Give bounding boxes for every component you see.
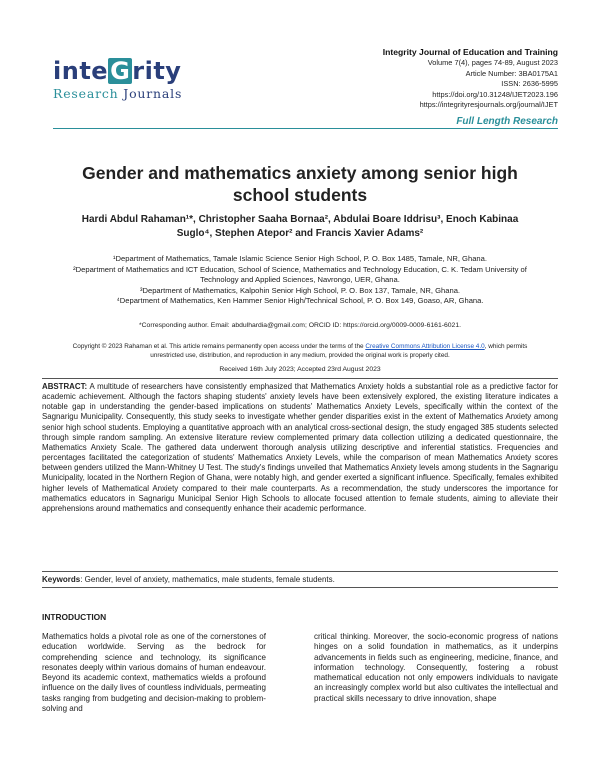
journal-issn: ISSN: 2636-5995 <box>501 79 558 89</box>
article-type-label: Full Length Research <box>456 116 558 127</box>
journal-volume: Volume 7(4), pages 74-89, August 2023 <box>427 58 558 67</box>
author-list: Hardi Abdul Rahaman¹*, Christopher Saaha Bornaa², Abdulai Boare Iddrisu³, Enoch Kabinaa Suglo⁴, Stephen Atepor² and Francis Xavier Adams² <box>81 214 519 239</box>
license-link[interactable]: Creative Commons Attribution License 4.0 <box>365 343 485 350</box>
keywords-divider <box>42 587 558 588</box>
keywords-text: : Gender, level of anxiety, mathematics, male students, female students. <box>80 575 335 584</box>
affiliation-1: ¹Department of Mathematics, Tamale Islamic Science Senior High School, P. O. Box 1485, Tamale, NR, Ghana. <box>113 254 487 263</box>
logo-subtitle <box>53 86 182 101</box>
copyright-post: , which permits unrestricted use, distribution, and reproduction in any medium, provided the original work is properly cited. <box>150 343 528 359</box>
journal-article-number: Article Number: 3BA0175A1 <box>465 68 558 78</box>
affiliation-4: ⁴Department of Mathematics, Ken Hammer Senior High/Technical School, P. O. Box 149, Goaso, AR, Ghana. <box>116 296 484 306</box>
keywords <box>42 575 558 584</box>
logo-sub-journals: Journals <box>123 86 183 101</box>
logo-wordmark <box>53 57 181 85</box>
intro-column-right: critical thinking. Moreover, the socio-economic progress of nations hinges on a solid foundation in mathematics, as it underpins advancements in fields such as engineering, medicine, finance, and information technology. Consequently, fostering a robust mathematical education not only empowers individuals to navigate an increasingly complex world but also cultivates the intellectual and practical skills necessary to drive innovation, shape <box>314 632 558 703</box>
abstract-label: ABSTRACT: <box>42 382 88 391</box>
affiliation-3: ³Department of Mathematics, Kalpohin Senior High School, P. O. Box 137, Tamale, NR, Ghana. <box>139 285 461 295</box>
abstract-bottom-divider <box>42 571 558 572</box>
header-divider <box>53 128 558 129</box>
article-title: Gender and mathematics anxiety among senior high school students <box>82 163 518 205</box>
introduction-heading: INTRODUCTION <box>42 612 107 622</box>
journal-title: Integrity Journal of Education and Training <box>382 47 558 57</box>
copyright-pre: Copyright © 2023 Rahaman et al. This article remains permanently open access under the terms of the <box>72 343 366 350</box>
intro-column-left: Mathematics holds a pivotal role as one of the cornerstones of education worldwide. Serving as the bedrock for comprehending science and technology, its significance resonates deeply within various domains of human endeavour. Beyond its academic context, mathematics wields a profound influence on the daily lives of countless individuals, permeating tasks ranging from budgeting and decision-making to problem-solving and <box>42 632 266 714</box>
received-dates: Received 16th July 2023; Accepted 23rd August 2023 <box>219 366 381 373</box>
copyright-notice <box>60 342 540 360</box>
affiliations <box>60 254 540 307</box>
journal-doi-link[interactable]: https://doi.org/10.31248/IJET2023.196 <box>432 89 558 99</box>
logo-sub-research: Research <box>53 86 119 101</box>
abstract-text: A multitude of researchers have consistently emphasized that Mathematics Anxiety holds a substantial role as a predictive factor for academic achievement. Although the factors shaping students' anxiety levels have been extensively explored, the existing literature indicates a notable gap in understanding the gender-based implications on students' Mathematics Anxiety Levels, specifically within the context of the Sagnarigu Municipality. Consequently, this study seeks to investigate whether gender disparities exist in the extent of Mathematics Anxiety among senior high school students. Employing a quantitative approach with an analytical cross-sectional design, the study engaged 385 students selected through simple random sampling. An extensive literature review complemented primary data collection utilizing a dedicated questionnaire, the Mathematics Anxiety Scale. The gathered data underwent thorough analysis utilizing descriptive and inferential statistics. Frequencies and percentages facilitated the categorization of students' Mathematics Anxiety Levels, while the comparison of mean Mathematics Anxiety scores between genders utilized the Mann-Whitney U Test. The study's findings unveiled that Mathematics Anxiety levels among students in the Sagnarigu Municipality, located in the Northern Region of Ghana, were notably high, and gender exerted a significant influence. Specifically, females exhibited higher levels of Mathematical Anxiety compared to their male counterparts. As a recommendation, the study underscores the importance for mathematics educators in Sagnarigu Municipal Senior High Schools to allocate focused attention to female students, aiming to alleviate their apprehensions around mathematics and consequently enhance their academic performance. <box>42 382 558 513</box>
logo-g-mark: G <box>110 57 131 85</box>
affiliation-2: ²Department of Mathematics and ICT Education, School of Science, Mathematics and Technology Education, C. K. Tedam University of Technology and Applied Sciences, Navrongo, UER, Ghana. <box>73 264 527 285</box>
logo-word-pre: inte <box>53 57 109 85</box>
abstract <box>42 382 558 514</box>
journal-url-link[interactable]: https://integrityresjournals.org/journal/IJET <box>419 100 558 110</box>
corresponding-author: *Corresponding author. Email: abdulhardia@gmail.com; ORCID ID: https://orcid.org/0009-0009-6161-6021. <box>139 322 461 329</box>
logo-word-post: rity <box>132 57 182 85</box>
keywords-label: Keywords <box>42 575 81 584</box>
abstract-top-divider <box>42 378 558 379</box>
journal-info <box>383 46 558 111</box>
journal-logo <box>53 55 183 105</box>
